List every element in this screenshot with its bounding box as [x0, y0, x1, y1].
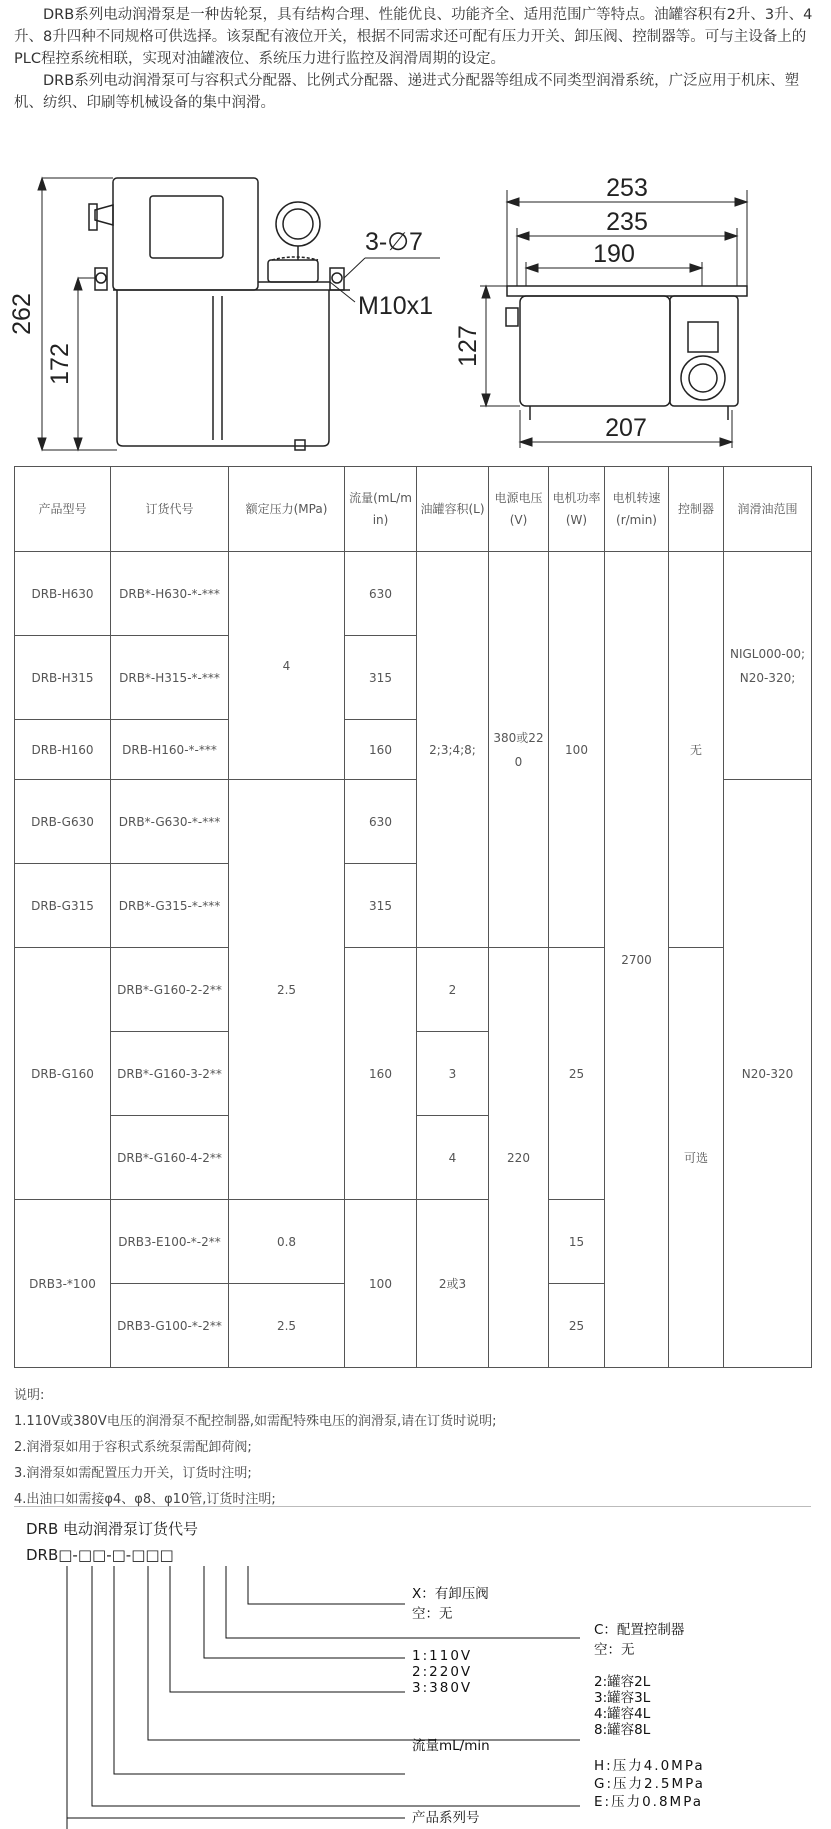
note-item: 1.110V或380V电压的润滑泵不配控制器,如需配特殊电压的润滑泵,请在订货时说明;	[14, 1414, 497, 1429]
dim-172: 172	[46, 343, 74, 385]
header-voltage: 电源电压(V)	[489, 467, 549, 552]
cell-oil: N20-320	[724, 780, 812, 1368]
note-item: 2.润滑泵如用于容积式系统泵需配卸荷阀;	[14, 1440, 252, 1455]
dim-190: 190	[593, 240, 635, 268]
cable-gland-nut	[89, 204, 97, 230]
label-pressure-e: E:压力0.8MPa	[594, 1794, 704, 1810]
label-flow: 流量mL/min	[412, 1738, 490, 1754]
intro-paragraph-1: DRB系列电动润滑泵是一种齿轮泵，具有结构合理、性能优良、功能齐全、适用范围广等特点。油罐容积有2升、3升、4升、8升四种不同规格可供选择。该泵配有液位开关，根据不同需求还可配有压力开关、卸压阀、控制器等。可与主设备上的PLC程控系统相联，实现对油罐液位、系统压力进行监控及润滑周期的设定。	[14, 7, 813, 67]
cell-tank: 2	[417, 948, 489, 1032]
cell-power: 25	[549, 948, 605, 1200]
table-row	[15, 948, 812, 1032]
label-pressure-g: G:压力2.5MPa	[594, 1776, 705, 1792]
side-motor-box	[688, 322, 718, 352]
label-tank-2: 2:罐容2L	[594, 1674, 651, 1690]
cell-flow: 630	[345, 552, 417, 636]
label-tank-8: 8:罐容8L	[594, 1722, 651, 1738]
label-controller: C：配置控制器	[594, 1622, 685, 1638]
label-voltage-110: 1:110V	[412, 1648, 473, 1664]
note-heading: 说明:	[14, 1388, 45, 1403]
filler-cap	[268, 260, 318, 282]
dim-262: 262	[8, 293, 36, 335]
order-code-pattern: DRB□-□□-□-□□□	[26, 1546, 174, 1564]
cell-tank: 3	[417, 1032, 489, 1116]
cell-code: DRB*-H630-*-***	[111, 552, 229, 636]
technical-drawing	[0, 0, 831, 466]
cell-flow: 630	[345, 780, 417, 864]
side-tank	[520, 296, 670, 406]
cell-pressure: 4	[229, 552, 345, 780]
cell-model: DRB-H315	[15, 636, 111, 720]
cell-code: DRB*-G630-*-***	[111, 780, 229, 864]
cell-tank: 4	[417, 1116, 489, 1200]
header-oil: 润滑油范围	[724, 467, 812, 552]
label-voltage-220: 2:220V	[412, 1664, 473, 1680]
cell-model: DRB-H160	[15, 720, 111, 780]
divider	[14, 1506, 811, 1507]
cell-flow: 100	[345, 1200, 417, 1368]
dim-253: 253	[606, 174, 648, 202]
label-series: 产品系列号	[412, 1810, 480, 1826]
cell-code: DRB*-G160-2-2**	[111, 948, 229, 1032]
mount-hole-right	[332, 273, 342, 283]
cell-voltage: 220	[489, 948, 549, 1368]
header-power: 电机功率(W)	[549, 467, 605, 552]
cell-flow: 315	[345, 636, 417, 720]
intro-paragraph-2: DRB系列电动润滑泵可与容积式分配器、比例式分配器、递进式分配器等组成不同类型润滑系统，广泛应用于机床、塑机、纺织、印刷等机械设备的集中润滑。	[14, 73, 800, 111]
cell-power: 100	[549, 552, 605, 948]
header-code: 订货代号	[111, 467, 229, 552]
spec-table	[14, 466, 812, 1368]
cell-speed: 2700	[605, 552, 669, 1368]
header-controller: 控制器	[669, 467, 724, 552]
cell-tank: 2;3;4;8;	[417, 552, 489, 948]
control-window	[150, 196, 223, 258]
label-unload-valve: X：有卸压阀	[412, 1586, 489, 1602]
dim-holes: 3-∅7	[365, 228, 423, 256]
cell-code: DRB3-E100-*-2**	[111, 1200, 229, 1284]
table-header-row	[15, 467, 812, 552]
notes	[14, 1383, 496, 1513]
cell-code: DRB*-H315-*-***	[111, 636, 229, 720]
header-model: 产品型号	[15, 467, 111, 552]
side-gland	[506, 308, 518, 326]
cell-pressure: 2.5	[229, 1284, 345, 1368]
table-row	[15, 552, 812, 636]
cell-tank: 2或3	[417, 1200, 489, 1368]
cell-power: 25	[549, 1284, 605, 1368]
cell-code: DRB-H160-*-***	[111, 720, 229, 780]
label-tank-4: 4:罐容4L	[594, 1706, 651, 1722]
label-controller-none: 空：无	[594, 1642, 635, 1658]
label-tank-3: 3:罐容3L	[594, 1690, 651, 1706]
cell-flow: 160	[345, 720, 417, 780]
cell-model: DRB3-*100	[15, 1200, 111, 1368]
header-tank: 油罐容积(L)	[417, 467, 489, 552]
label-unload-none: 空：无	[412, 1606, 453, 1622]
cell-code: DRB3-G100-*-2**	[111, 1284, 229, 1368]
header-flow: 流量(mL/min)	[345, 467, 417, 552]
cell-flow: 160	[345, 948, 417, 1200]
label-voltage-380: 3:380V	[412, 1680, 473, 1696]
cell-code: DRB*-G160-4-2**	[111, 1116, 229, 1200]
side-pump-head	[670, 296, 738, 406]
label-pressure-h: H:压力4.0MPa	[594, 1758, 705, 1774]
note-item: 3.润滑泵如需配置压力开关，订货时注明;	[14, 1466, 252, 1481]
note-item: 4.出油口如需接φ4、φ8、φ10管,订货时注明;	[14, 1492, 276, 1507]
dim-235: 235	[606, 208, 648, 236]
cell-model: DRB-H630	[15, 552, 111, 636]
cell-model: DRB-G160	[15, 948, 111, 1200]
cell-model: DRB-G630	[15, 780, 111, 864]
header-pressure: 额定压力(MPa)	[229, 467, 345, 552]
cell-pressure: 2.5	[229, 780, 345, 1200]
header-speed: 电机转速(r/min)	[605, 467, 669, 552]
cell-code: DRB*-G315-*-***	[111, 864, 229, 948]
cell-oil: NIGL000-00;N20-320;	[724, 552, 812, 780]
oil-tank	[117, 290, 329, 446]
cell-controller: 可选	[669, 948, 724, 1368]
cell-pressure: 0.8	[229, 1200, 345, 1284]
cell-code: DRB*-G160-3-2**	[111, 1032, 229, 1116]
side-gauge	[681, 356, 725, 400]
mount-plate	[507, 286, 747, 296]
dim-207: 207	[605, 414, 647, 442]
dim-thread: M10x1	[358, 292, 434, 320]
order-code-title: DRB 电动润滑泵订货代号	[26, 1520, 199, 1538]
cell-power: 15	[549, 1200, 605, 1284]
cell-flow: 315	[345, 864, 417, 948]
dim-127: 127	[454, 325, 482, 367]
cell-voltage: 380或220	[489, 552, 549, 948]
cell-model: DRB-G315	[15, 864, 111, 948]
cell-controller: 无	[669, 552, 724, 948]
mount-hole-left	[96, 273, 106, 283]
